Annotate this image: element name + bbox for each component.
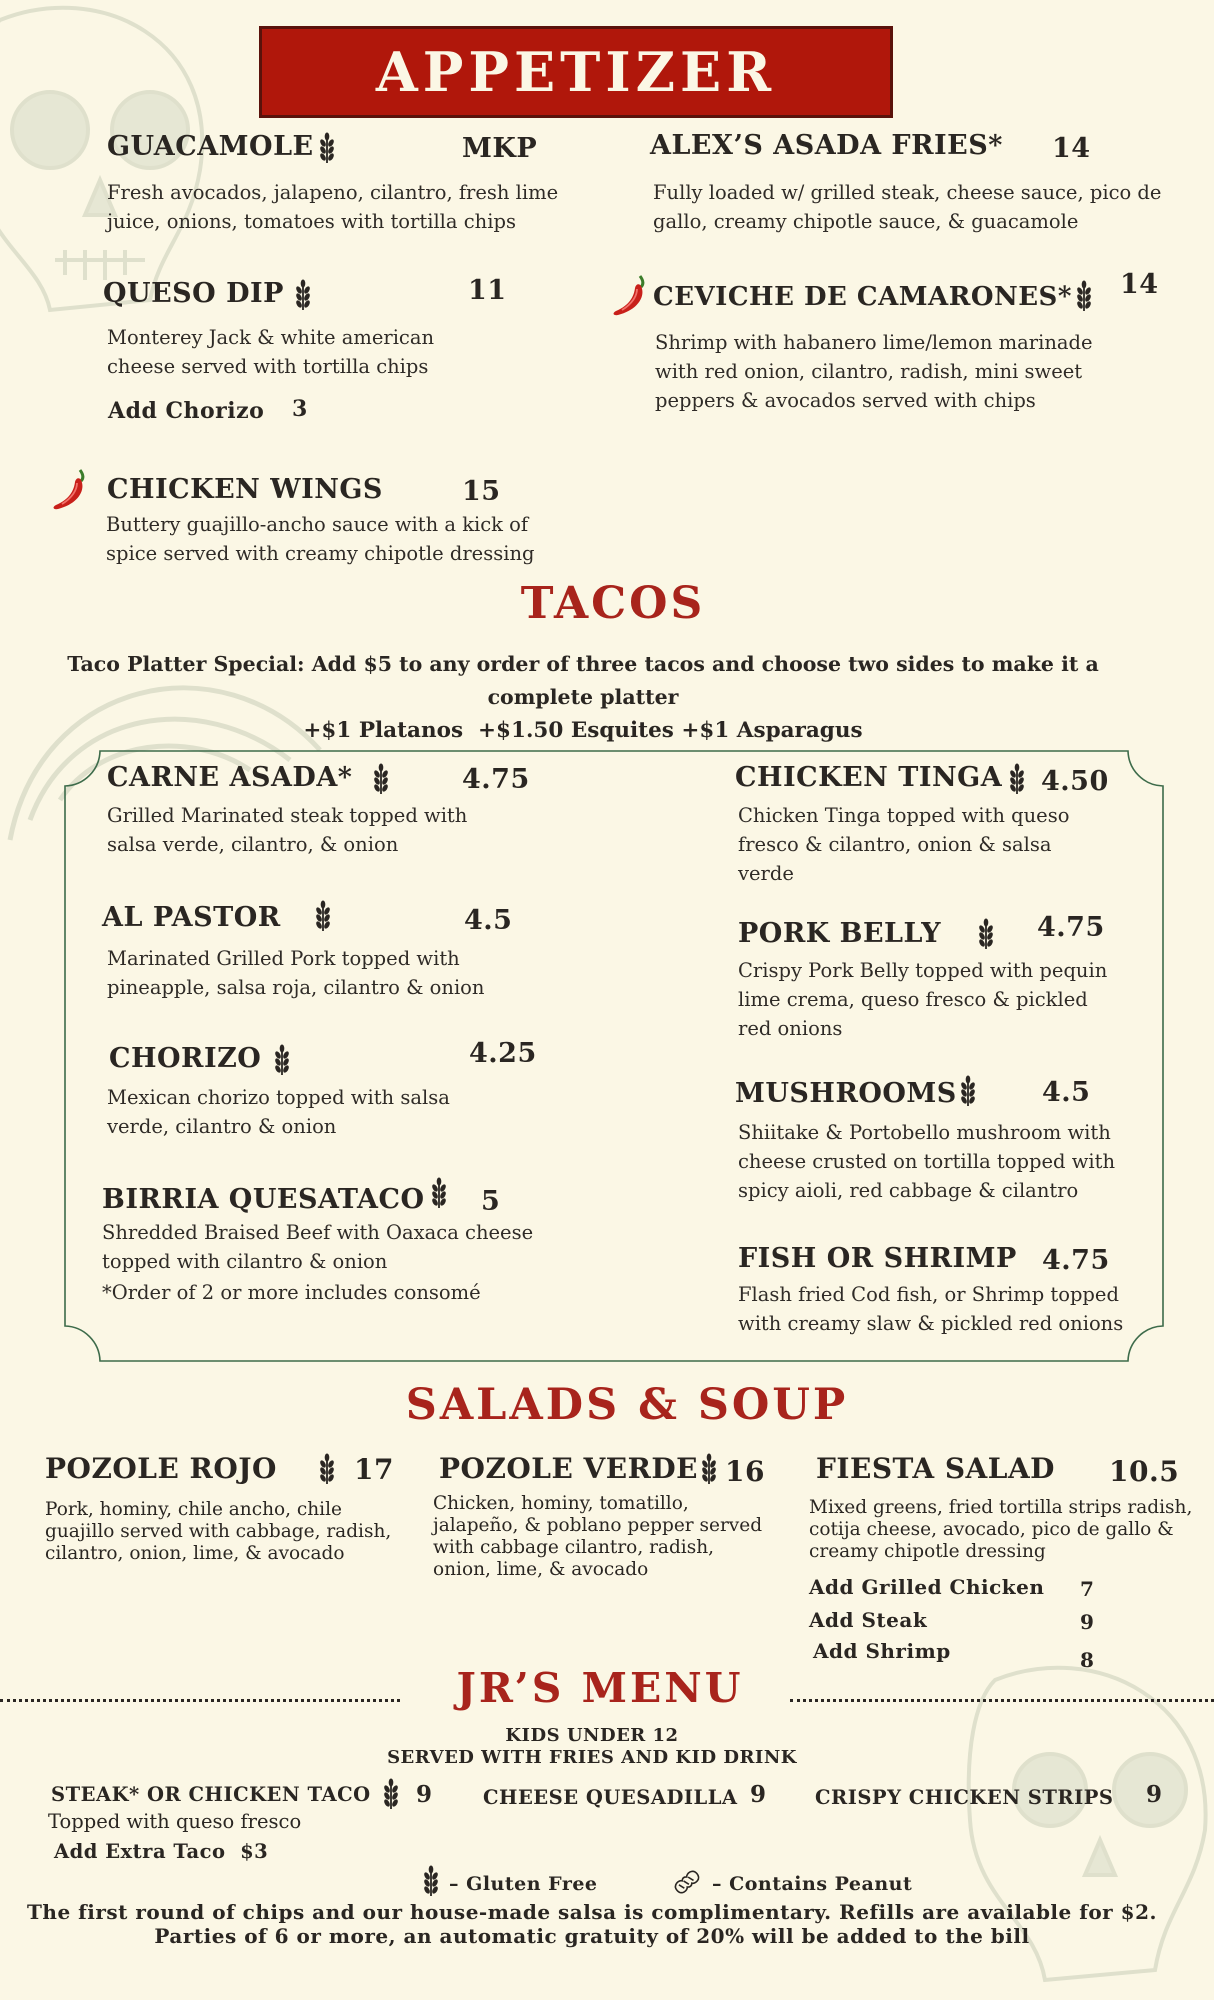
pork-belly-desc: Crispy Pork Belly topped with pequin lime crema, queso fresco & pickled red onions bbox=[738, 959, 1108, 1040]
pozole-rojo-desc: Pork, hominy, chile ancho, chile guajillo served with cabbage, radish, cilantro, onion, lime, & avocado bbox=[45, 1499, 392, 1564]
chili-icon bbox=[50, 466, 90, 512]
wheat-icon bbox=[312, 900, 334, 932]
guacamole-desc: Fresh avocados, jalapeno, cilantro, fresh lime juice, onions, tomatoes with tortilla chips bbox=[107, 181, 559, 233]
ceviche-price: 14 bbox=[1120, 269, 1159, 300]
wheat-icon bbox=[975, 918, 997, 950]
wheat-icon bbox=[316, 1453, 338, 1485]
carne-asada-name: CARNE ASADA* bbox=[107, 762, 353, 793]
fiesta-salad-desc: Mixed greens, fried tortilla strips radish, cotija cheese, avocado, pico de gallo & creamy chipotle dressing bbox=[809, 1497, 1193, 1562]
jrs-sub1: KIDS UNDER 12 bbox=[505, 1725, 679, 1746]
carne-asada-desc: Grilled Marinated steak topped with salsa verde, cilantro, & onion bbox=[107, 804, 468, 856]
kids-taco-price: 9 bbox=[416, 1781, 433, 1808]
tacos-title: TACOS bbox=[520, 578, 706, 629]
birria-note: *Order of 2 or more includes consomé bbox=[102, 1281, 481, 1304]
asada-fries-desc: Fully loaded w/ grilled steak, cheese sauce, pico de gallo, creamy chipotle sauce, & guacamole bbox=[653, 181, 1162, 233]
carne-asada-price: 4.75 bbox=[462, 764, 530, 795]
mushrooms-price: 4.5 bbox=[1042, 1077, 1091, 1108]
taco-sides: +$1 Platanos +$1.50 Esquites +$1 Asparagus bbox=[303, 718, 863, 743]
jrs-sub2: SERVED WITH FRIES AND KID DRINK bbox=[387, 1747, 797, 1768]
cheese-quesadilla-price: 9 bbox=[750, 1781, 767, 1808]
asada-fries-name: ALEX’S ASADA FRIES* bbox=[650, 130, 1003, 161]
pozole-rojo-price: 17 bbox=[354, 1453, 394, 1486]
addon-steak-label: Add Steak bbox=[809, 1608, 928, 1632]
legend-gluten-free: – Gluten Free bbox=[449, 1873, 598, 1895]
salads-title: SALADS & SOUP bbox=[405, 1380, 849, 1430]
guacamole-name: GUACAMOLE bbox=[107, 131, 314, 162]
appetizer-title: APPETIZER bbox=[375, 40, 777, 104]
mushrooms-desc: Shiitake & Portobello mushroom with cheese crusted on tortilla topped with spicy aioli, red cabbage & cilantro bbox=[738, 1121, 1116, 1202]
fiesta-salad-name: FIESTA SALAD bbox=[816, 1452, 1055, 1485]
wheat-icon bbox=[1073, 280, 1095, 312]
wheat-icon bbox=[698, 1453, 720, 1485]
footer-line1: The first round of chips and our house-made salsa is complimentary. Refills are available for $2. bbox=[27, 1900, 1157, 1924]
queso-dip-desc: Monterey Jack & white american cheese served with tortilla chips bbox=[107, 326, 435, 378]
fish-shrimp-desc: Flash fried Cod fish, or Shrimp topped with creamy slaw & pickled red onions bbox=[738, 1283, 1124, 1335]
chicken-strips-price: 9 bbox=[1146, 1781, 1163, 1808]
queso-dip-price: 11 bbox=[468, 275, 507, 306]
fiesta-salad-price: 10.5 bbox=[1109, 1455, 1180, 1488]
pork-belly-price: 4.75 bbox=[1037, 912, 1105, 943]
wheat-icon bbox=[370, 763, 392, 795]
al-pastor-name: AL PASTOR bbox=[102, 902, 281, 933]
chicken-strips-name: CRISPY CHICKEN STRIPS bbox=[815, 1786, 1114, 1809]
chicken-tinga-name: CHICKEN TINGA bbox=[735, 762, 1003, 793]
wheat-icon bbox=[420, 1865, 442, 1897]
kids-taco-addon: Add Extra Taco $3 bbox=[54, 1840, 269, 1863]
chili-icon bbox=[610, 272, 650, 318]
wheat-icon bbox=[271, 1044, 293, 1076]
cheese-quesadilla-name: CHEESE QUESADILLA bbox=[483, 1786, 738, 1809]
al-pastor-price: 4.5 bbox=[464, 905, 513, 936]
guacamole-price: MKP bbox=[462, 133, 538, 164]
wheat-icon bbox=[292, 279, 314, 311]
mushrooms-name: MUSHROOMS bbox=[735, 1078, 957, 1109]
wheat-icon bbox=[957, 1075, 979, 1107]
birria-price: 5 bbox=[481, 1186, 501, 1217]
queso-addon-price: 3 bbox=[292, 396, 308, 422]
pozole-verde-desc: Chicken, hominy, tomatillo, jalapeño, & poblano pepper served with cabbage cilantro, radish, onion, lime, & avocado bbox=[433, 1493, 763, 1580]
asada-fries-price: 14 bbox=[1052, 133, 1091, 164]
addon-shrimp-price: 8 bbox=[1080, 1648, 1095, 1672]
pork-belly-name: PORK BELLY bbox=[738, 918, 942, 949]
birria-desc: Shredded Braised Beef with Oaxaca cheese topped with cilantro & onion bbox=[102, 1221, 534, 1273]
taco-special-line2: complete platter bbox=[487, 685, 679, 709]
taco-special-line1: Taco Platter Special: Add $5 to any order of three tacos and choose two sides to make it a bbox=[67, 652, 1099, 676]
queso-dip-name: QUESO DIP bbox=[103, 278, 284, 309]
taco-special-note bbox=[60, 648, 1106, 747]
addon-steak-price: 9 bbox=[1080, 1610, 1095, 1634]
pozole-rojo-name: POZOLE ROJO bbox=[45, 1452, 277, 1485]
ceviche-desc: Shrimp with habanero lime/lemon marinade with red onion, cilantro, radish, mini sweet peppers & avocados served with chips bbox=[655, 331, 1093, 412]
chicken-wings-price: 15 bbox=[462, 476, 501, 507]
wheat-icon bbox=[428, 1177, 450, 1209]
footer-line2: Parties of 6 or more, an automatic gratuity of 20% will be added to the bill bbox=[154, 1924, 1030, 1948]
chicken-wings-name: CHICKEN WINGS bbox=[107, 474, 383, 505]
kids-taco-name: STEAK* OR CHICKEN TACO bbox=[51, 1783, 371, 1806]
chorizo-name: CHORIZO bbox=[109, 1043, 262, 1074]
fish-shrimp-price: 4.75 bbox=[1042, 1245, 1110, 1276]
al-pastor-desc: Marinated Grilled Pork topped with pineapple, salsa roja, cilantro & onion bbox=[107, 947, 485, 999]
pozole-verde-price: 16 bbox=[725, 1455, 765, 1488]
jrs-menu-title: JR’S MENU bbox=[456, 1664, 744, 1712]
queso-addon-label: Add Chorizo bbox=[108, 398, 265, 424]
wheat-icon bbox=[1006, 763, 1028, 795]
chicken-tinga-price: 4.50 bbox=[1041, 766, 1109, 797]
chicken-tinga-desc: Chicken Tinga topped with queso fresco & cilantro, onion & salsa verde bbox=[738, 804, 1070, 885]
wheat-icon bbox=[316, 132, 338, 164]
addon-grilled-chicken-price: 7 bbox=[1080, 1577, 1095, 1601]
peanut-icon bbox=[670, 1866, 704, 1898]
chicken-wings-desc: Buttery guajillo-ancho sauce with a kick of spice served with creamy chipotle dressing bbox=[106, 513, 535, 565]
pozole-verde-name: POZOLE VERDE bbox=[439, 1452, 699, 1485]
fish-shrimp-name: FISH OR SHRIMP bbox=[738, 1243, 1017, 1274]
ceviche-name: CEVICHE DE CAMARONES* bbox=[653, 282, 1072, 312]
addon-shrimp-label: Add Shrimp bbox=[813, 1639, 951, 1663]
birria-name: BIRRIA QUESATACO bbox=[102, 1184, 425, 1215]
chorizo-desc: Mexican chorizo topped with salsa verde, cilantro & onion bbox=[107, 1086, 450, 1138]
legend-contains-peanut: – Contains Peanut bbox=[712, 1873, 913, 1895]
appetizer-banner bbox=[259, 26, 893, 118]
wheat-icon bbox=[380, 1778, 402, 1810]
addon-grilled-chicken-label: Add Grilled Chicken bbox=[809, 1575, 1045, 1599]
chorizo-price: 4.25 bbox=[469, 1038, 537, 1069]
kids-taco-desc: Topped with queso fresco bbox=[48, 1810, 302, 1833]
